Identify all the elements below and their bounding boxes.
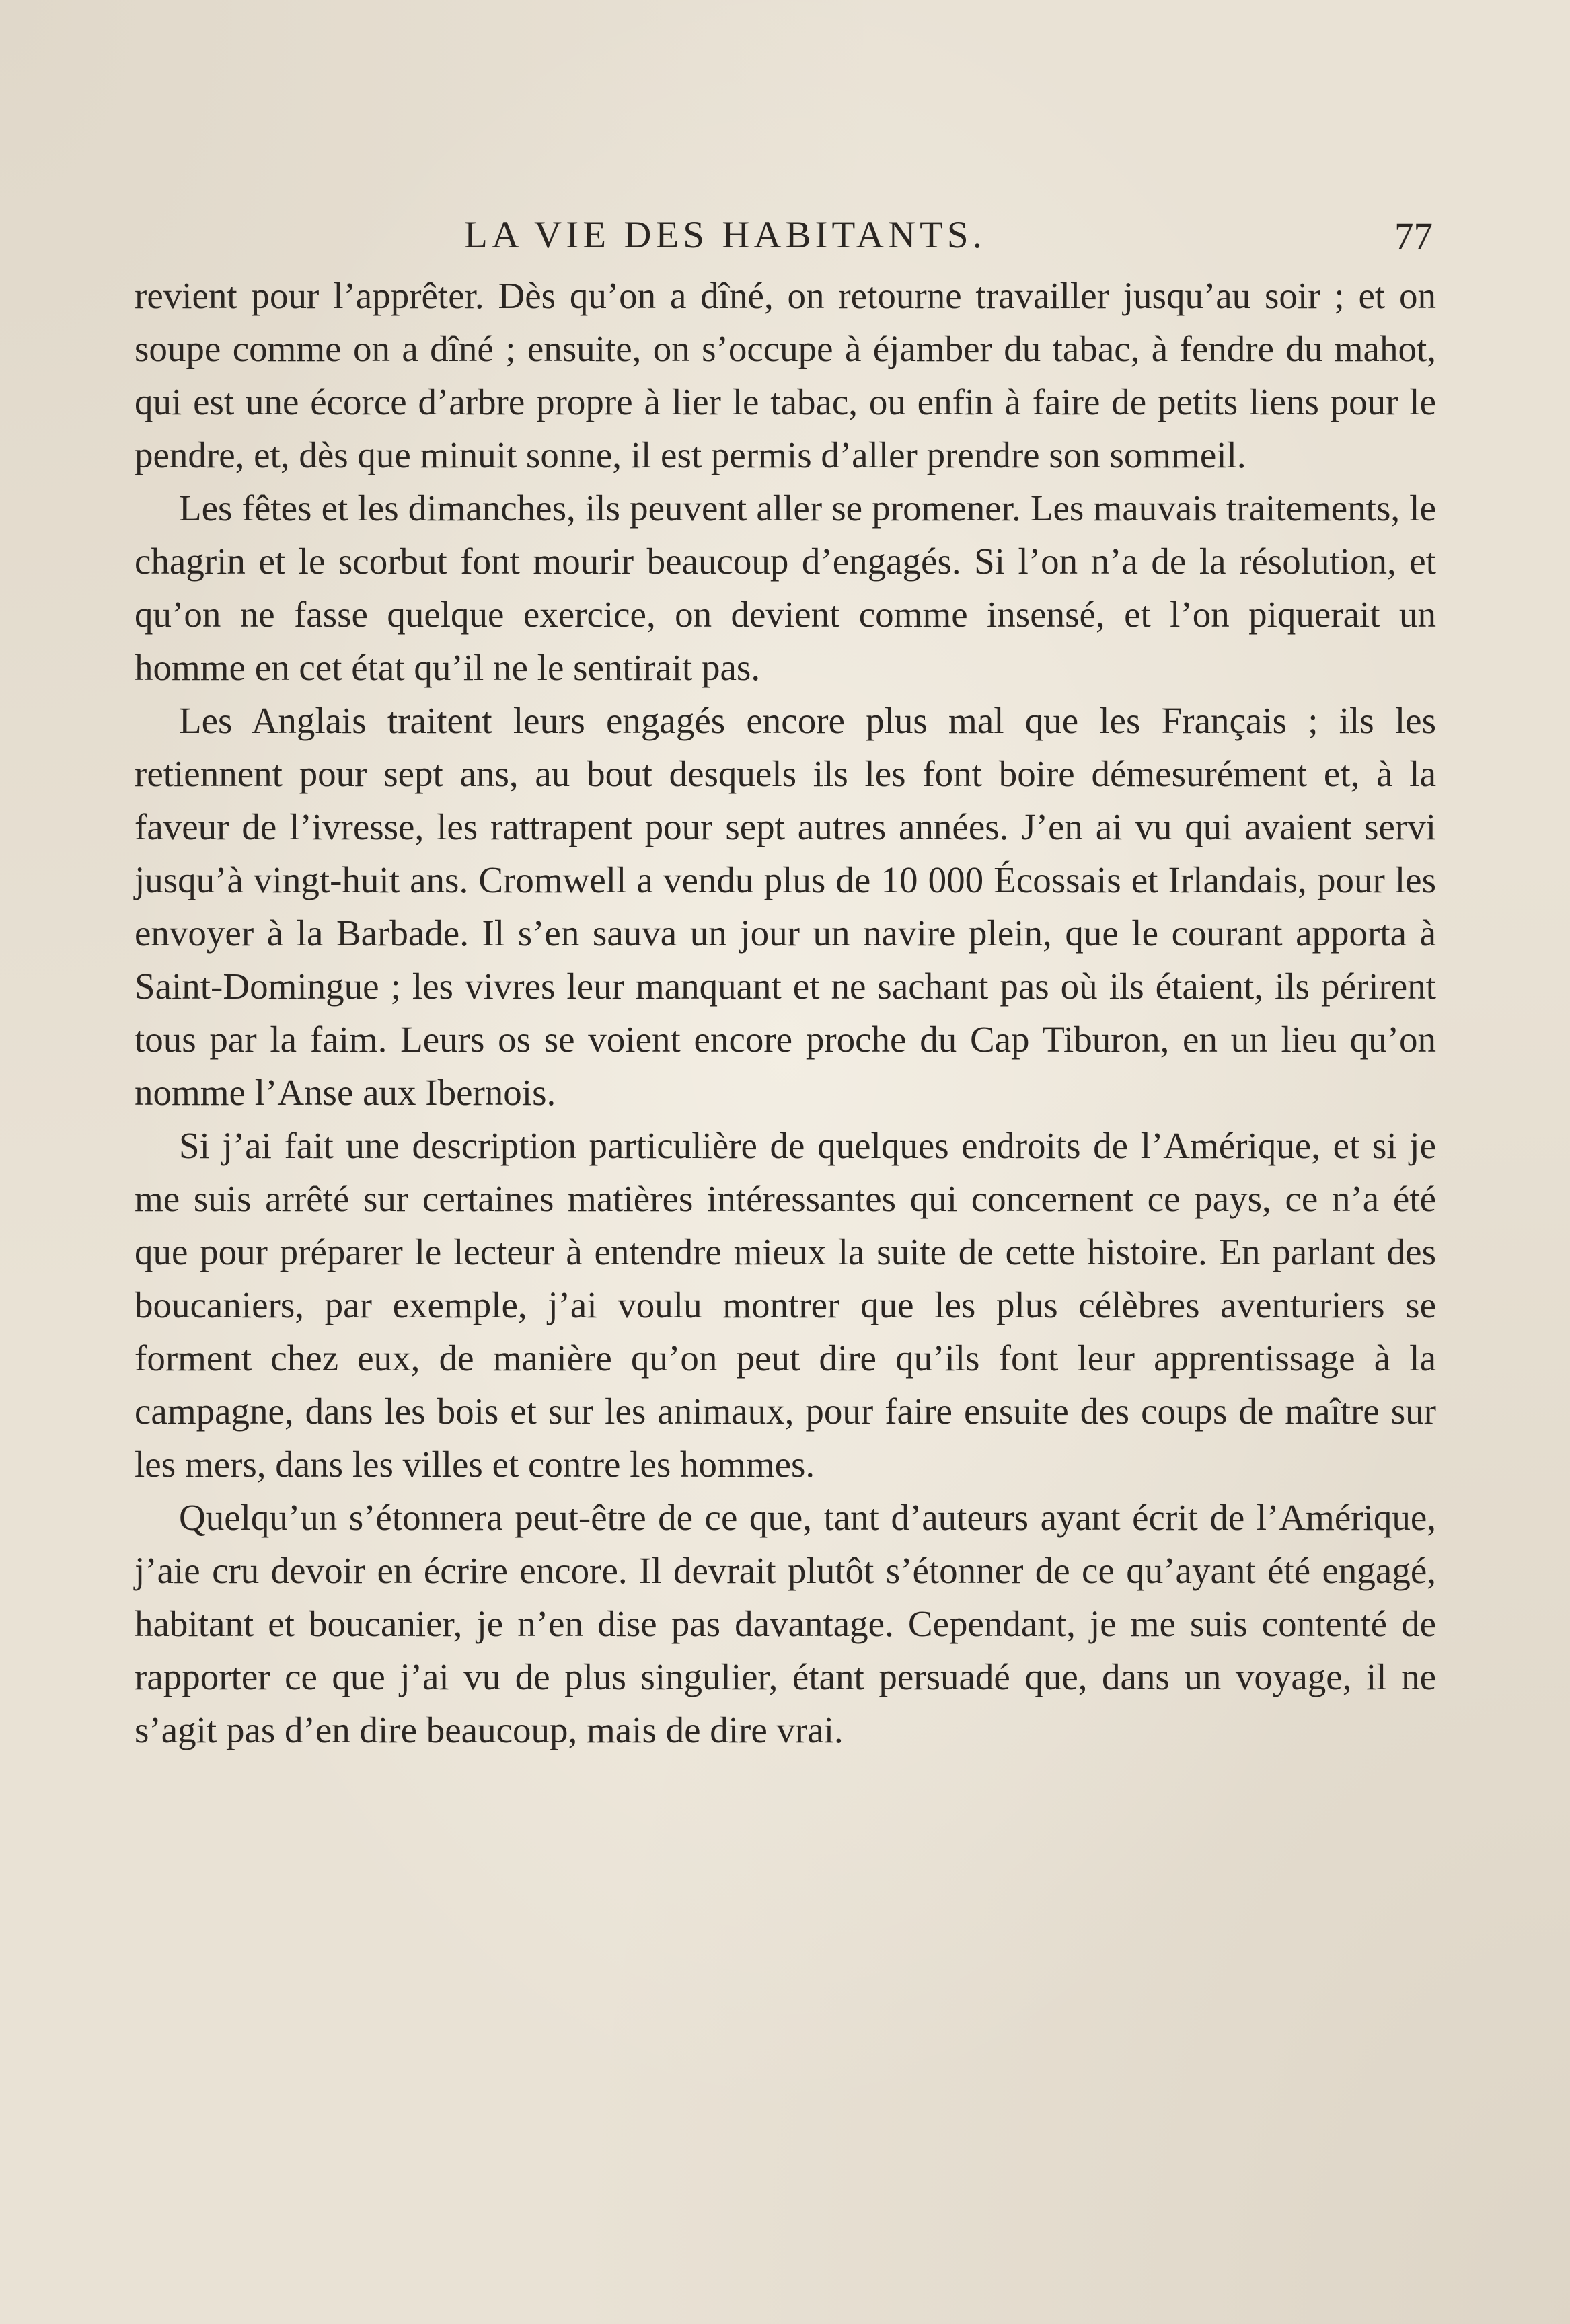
paragraph-continuation: revient pour l’apprêter. Dès qu’on a dîné, on retourne travailler jusqu’au soir ; et on soupe comme on a dîné ; ensuite, on s’occupe à éjamber du tabac, à fendre du mahot, qui est une écorce d’arbre propre à lier le tabac, ou enfin à faire de petits liens pour le pendre, et, dès que minuit sonne, il est permis d’aller prendre son sommeil. <box>135 275 1436 475</box>
paragraph-conclusion: Quelqu’un s’étonnera peut-être de ce que, tant d’auteurs ayant écrit de l’Amérique, j’aie cru devoir en écrire encore. Il devrait plutôt s’étonner de ce qu’ayant été engagé, habitant et boucanier, je n’en dise pas davantage. Cependant, je me suis contenté de rapporter ce que j’ai vu de plus singulier, étant persuadé que, dans un voyage, il ne s’agit pas d’en dire beaucoup, mais de dire vrai. <box>135 1497 1436 1750</box>
running-title: LA VIE DES HABITANTS. <box>464 214 986 256</box>
body-text <box>135 269 1436 1756</box>
page-number: 77 <box>1394 215 1433 258</box>
paragraph-anglais: Les Anglais traitent leurs engagés encore plus mal que les Français ; ils les retiennent pour sept ans, au bout desquels ils les font boire démesurément et, à la faveur de l’ivresse, les rattrapent pour sept autres années. J’en ai vu qui avaient servi jusqu’à vingt-huit ans. Cromwell a vendu plus de 10 000 Écossais et Irlandais, pour les envoyer à la Barbade. Il s’en sauva un jour un navire plein, que le courant apporta à Saint-Domingue ; les vivres leur manquant et ne sachant pas où ils étaient, ils périrent tous par la faim. Leurs os se voient encore proche du Cap Tiburon, en un lieu qu’on nomme l’Anse aux Ibernois. <box>135 700 1436 1113</box>
paragraph-fetes: Les fêtes et les dimanches, ils peuvent aller se promener. Les mauvais traitements, le chagrin et le scorbut font mourir beaucoup d’engagés. Si l’on n’a de la résolution, et qu’on ne fasse quelque exercice, on devient comme insensé, et l’on piquerait un homme en cet état qu’il ne le sentirait pas. <box>135 488 1436 688</box>
running-head <box>135 205 1433 266</box>
paragraph-description: Si j’ai fait une description particulière de quelques endroits de l’Amérique, et si je me suis arrêté sur certaines matières intéressantes qui concernent ce pays, ce n’a été que pour préparer le lecteur à entendre mieux la suite de cette histoire. En parlant des boucaniers, par exemple, j’ai voulu montrer que les plus célèbres aventuriers se forment chez eux, de manière qu’on peut dire qu’ils font leur apprentissage à la campagne, dans les bois et sur les animaux, pour faire ensuite des coups de maître sur les mers, dans les villes et contre les hommes. <box>135 1125 1436 1485</box>
